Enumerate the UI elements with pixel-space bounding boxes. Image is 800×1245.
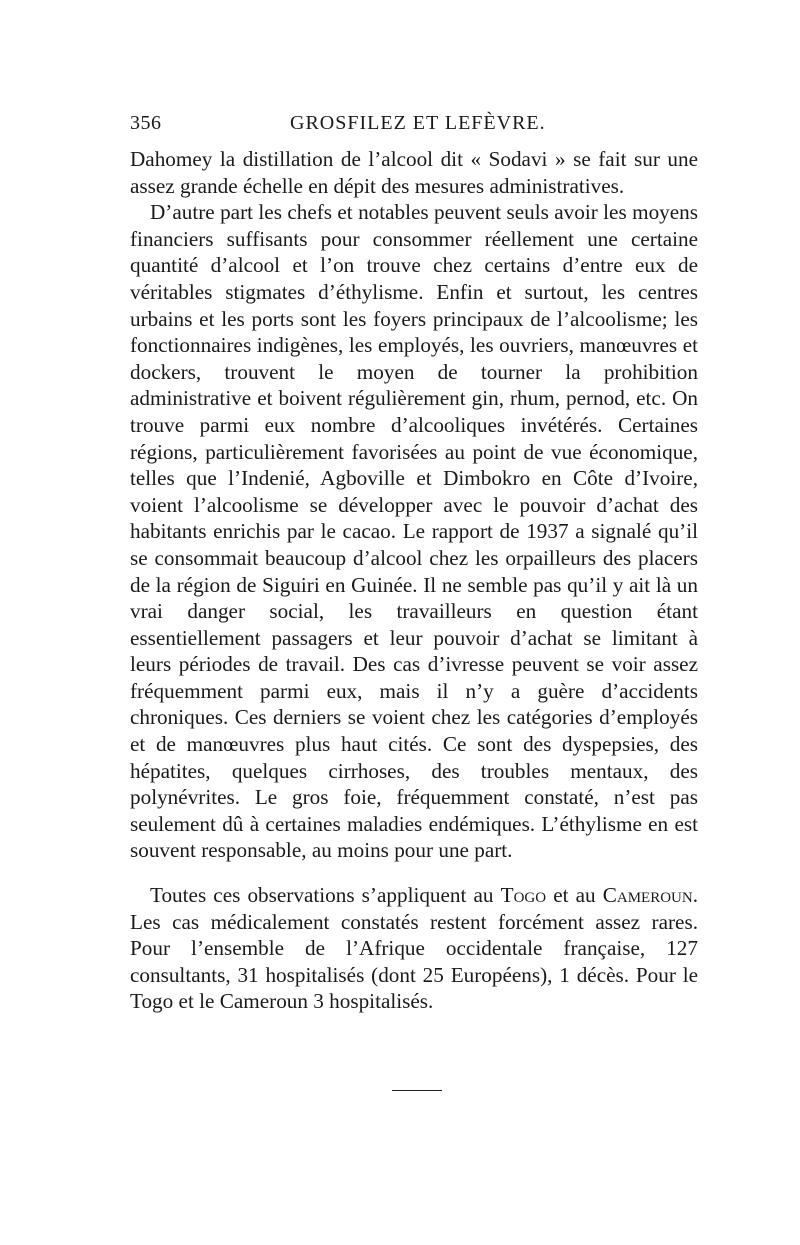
running-title: GROSFILEZ ET LEFÈVRE. — [290, 112, 546, 134]
running-head — [130, 112, 698, 146]
place-cameroun: Cameroun — [602, 883, 693, 908]
paragraph-observations-rest: . Les cas médicalement constatés restent forcément assez rares. Pour l’ensemble de l’Afrique occidentale française, 127 consultants, 31 hospitalisés (dont 25 Européens), 1 décès. Pour le Togo et le Cameroun 3 hospitalisés. — [130, 883, 698, 1014]
paragraph-observations — [130, 882, 698, 1015]
paragraph-observations-mid: et au — [546, 883, 603, 908]
section-end-rule — [392, 1090, 442, 1091]
paragraph-alcoholism: D’autre part les chefs et notables peuvent seuls avoir les moyens financiers suffisants pour consommer réellement une certaine quantité d’alcool et l’on trouve chez certains d’entre eux de véritables stigmates d’éthylisme. Enfin et surtout, les centres urbains et les ports sont les foyers principaux de l’alcoolisme; les fonctionnaires indigènes, les employés, les ouvriers, manœuvres et dockers, trouvent le moyen de tourner la prohibition administrative et boivent régulièrement gin, rhum, pernod, etc. On trouve parmi eux nombre d’alcooliques invétérés. Certaines régions, particulièrement favorisées au point de vue économique, telles que l’Indenié, Agboville et Dimbokro en Côte d’Ivoire, voient l’alcoolisme se développer avec le pouvoir d’achat des habitants enrichis par le cacao. Le rapport de 1937 a signalé qu’il se consommait beaucoup d’alcool chez les orpailleurs des placers de la région de Siguiri en Guinée. Il ne semble pas qu’il y ait là un vrai danger social, les travailleurs en question étant essentiellement passagers et leur pouvoir d’achat se limitant à leurs périodes de travail. Des cas d’ivresse peuvent se voir assez fréquemment parmi eux, mais il n’y a guère d’accidents chroniques. Ces derniers se voient chez les catégories d’employés et de manœuvres plus haut cités. Ce sont des dyspepsies, des hépatites, quelques cirrhoses, des troubles mentaux, des polynévrites. Le gros foie, fréquemment constaté, n’est pas seulement dû à certaines maladies endémiques. L’éthylisme en est souvent responsable, au moins pour une part. — [130, 200, 698, 863]
paragraph-continuation: Dahomey la distillation de l’alcool dit « Sodavi » se fait sur une assez grande échelle en dépit des mesures administratives. — [130, 147, 698, 198]
page-number: 356 — [130, 112, 162, 134]
place-togo: Togo — [500, 883, 547, 908]
document-page — [130, 112, 698, 1015]
paragraph-observations-lead: Toutes ces observations s’appliquent au — [150, 883, 501, 908]
